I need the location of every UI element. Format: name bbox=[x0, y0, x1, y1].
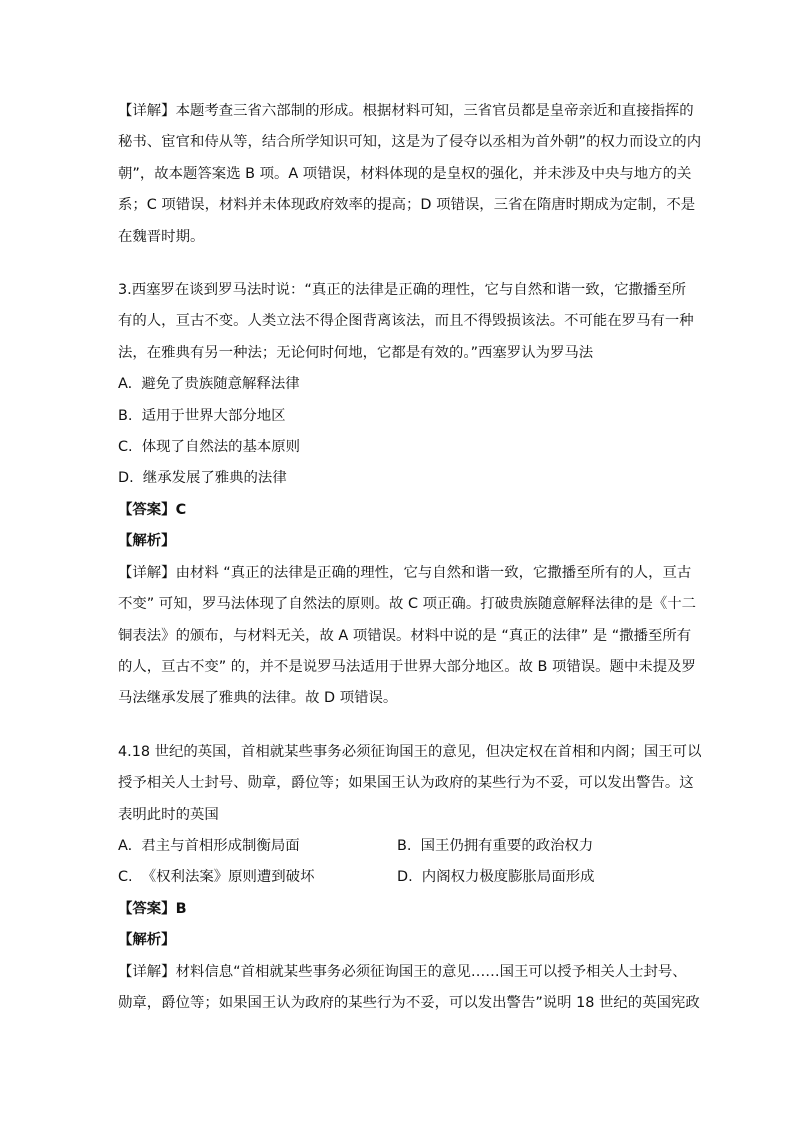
document-content bbox=[118, 96, 702, 1019]
question-3 bbox=[118, 275, 697, 715]
option-d: D. 内阁权力极度膨胀局面形成 bbox=[397, 869, 595, 886]
analysis-label: 【解析】 bbox=[118, 932, 176, 949]
question-stem-line: 表明此时的英国 bbox=[118, 806, 219, 823]
question-4 bbox=[118, 737, 702, 1020]
analysis-line: 不变” 可知，罗马法体现了自然法的原则。故 C 项正确。打破贵族随意解释法律的是《十二 bbox=[118, 596, 697, 613]
question-stem-line: 4.18 世纪的英国，首相就某些事务必须征询国王的意见，但决定权在首相和内阁；国王可以 bbox=[118, 743, 702, 760]
option-b: B. 适用于世界大部分地区 bbox=[118, 407, 286, 424]
analysis-line: 勋章，爵位等；如果国王认为政府的某些行为不妥，可以发出警告”说明 18 世纪的英国宪政 bbox=[118, 994, 700, 1011]
analysis-line: 铜表法》的颁布，与材料无关，故 A 项错误。材料中说的是 “真正的法律” 是 “撒播至所有 bbox=[118, 627, 692, 644]
analysis-line: 【详解】材料信息“首相就某些事务必须征询国王的意见……国王可以授予相关人士封号、 bbox=[118, 963, 687, 980]
text-line: 在魏晋时期。 bbox=[118, 228, 205, 245]
option-d: D. 继承发展了雅典的法律 bbox=[118, 470, 287, 487]
option-row bbox=[118, 831, 676, 862]
answer-label: 【答案】C bbox=[118, 501, 187, 518]
text-line: 秘书、宦官和侍从等，结合所学知识可知，这是为了侵夺以丞相为首外朝”的权力而设立的内 bbox=[118, 134, 702, 151]
text-line: 系；C 项错误，材料并未体现政府效率的提高；D 项错误，三省在隋唐时期成为定制，不是 bbox=[118, 197, 696, 214]
analysis-line: 的人，亘古不变” 的，并不是说罗马法适用于世界大部分地区。故 B 项错误。题中未提及罗 bbox=[118, 658, 696, 675]
option-a: A. 避免了贵族随意解释法律 bbox=[118, 376, 300, 393]
question-stem-line: 3.西塞罗在谈到罗马法时说：“真正的法律是正确的理性，它与自然和谐一致，它撒播至所 bbox=[118, 282, 687, 299]
analysis-line: 马法继承发展了雅典的法律。故 D 项错误。 bbox=[118, 690, 398, 707]
option-a: A. 君主与首相形成制衡局面 bbox=[118, 837, 300, 854]
answer-label: 【答案】B bbox=[118, 900, 187, 917]
q2-analysis-block bbox=[118, 96, 702, 253]
option-c: C. 体现了自然法的基本原则 bbox=[118, 439, 301, 456]
option-b: B. 国王仍拥有重要的政治权力 bbox=[397, 837, 594, 854]
question-stem-line: 有的人，亘古不变。人类立法不得企图背离该法，而且不得毁损该法。不可能在罗马有一种 bbox=[118, 313, 694, 330]
option-row bbox=[118, 862, 676, 893]
analysis-label: 【解析】 bbox=[118, 533, 176, 550]
option-c: C. 《权利法案》原则遭到破坏 bbox=[118, 869, 315, 886]
text-line: 朝”，故本题答案选 B 项。A 项错误，材料体现的是皇权的强化，并未涉及中央与地方的关 bbox=[118, 165, 692, 182]
text-line: 【详解】本题考查三省六部制的形成。根据材料可知，三省官员都是皇帝亲近和直接指挥的 bbox=[118, 103, 694, 119]
question-stem-line: 法，在雅典有另一种法；无论何时何地，它都是有效的。”西塞罗认为罗马法 bbox=[118, 344, 594, 361]
analysis-line: 【详解】由材料 “真正的法律是正确的理性，它与自然和谐一致，它撒播至所有的人，亘古 bbox=[118, 564, 692, 581]
question-stem-line: 授予相关人士封号、勋章，爵位等；如果国王认为政府的某些行为不妥，可以发出警告。这 bbox=[118, 775, 694, 792]
